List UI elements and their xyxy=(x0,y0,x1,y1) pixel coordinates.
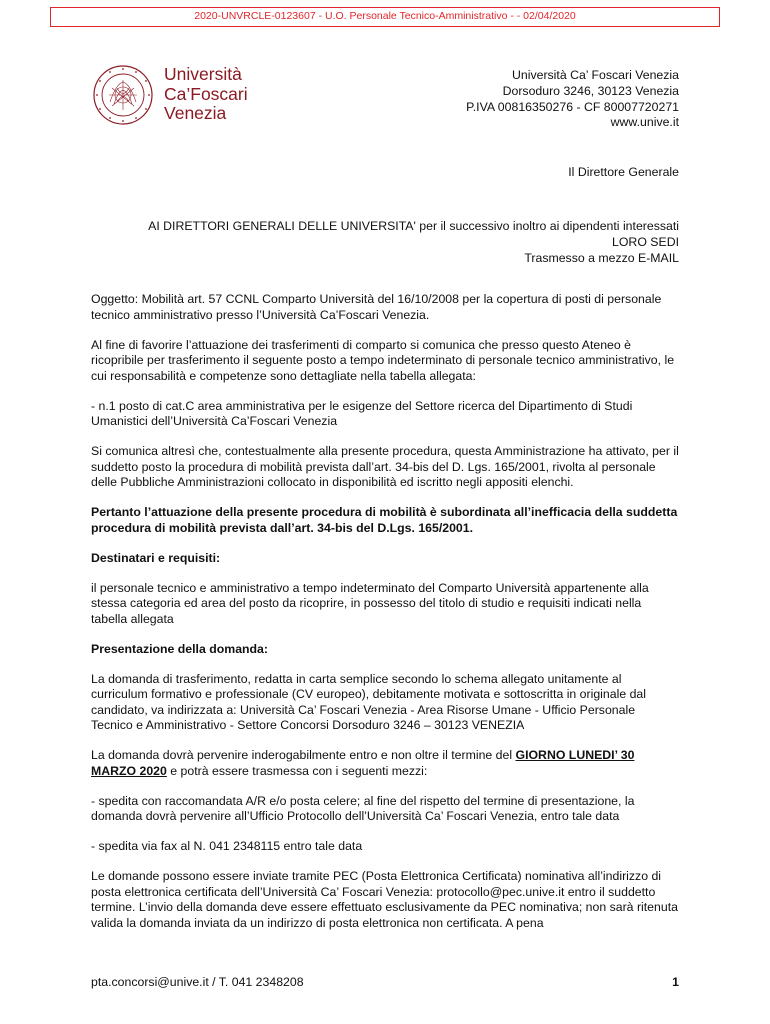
address-line-3: P.IVA 00816350276 - CF 80007720271 xyxy=(466,99,679,114)
paragraph-deadline xyxy=(91,748,679,779)
address-line-2: Dorsoduro 3246, 30123 Venezia xyxy=(502,83,679,98)
letter-body xyxy=(91,292,679,946)
university-name xyxy=(164,65,248,124)
deadline-text-start: La domanda dovrà pervenire inderogabilmente entro e non oltre il termine del xyxy=(91,748,516,762)
footer-contact: pta.concorsi@unive.it / T. 041 2348208 xyxy=(91,975,304,989)
heading-destinatari: Destinatari e requisiti: xyxy=(91,550,221,565)
logo-line-2: Ca’Foscari xyxy=(164,83,248,104)
paragraph-domanda: La domanda di trasferimento, redatta in carta semplice secondo lo schema allegato unitamente al curriculum formativo e professionale (CV europeo), debitamente motivata e sottoscritta in originale dal candidato, va indirizzata a: Università Ca’ Foscari Venezia - Area Risorse Umane - Ufficio Personale Tecnico e Amministrativo - Settore Concorsi Dorsoduro 3246 – 30123 VENEZIA xyxy=(91,671,646,732)
protocol-stamp-text: 2020-UNVRCLE-0123607 - U.O. Personale Tecnico-Amministrativo - - 02/04/2020 xyxy=(194,10,576,22)
recipient-block xyxy=(120,219,679,266)
university-address xyxy=(466,68,679,131)
paragraph-34bis: Si comunica altresì che, contestualmente alla presente procedura, questa Amministrazione ha attivato, per il suddetto posto la procedura di mobilità prevista dall’art. 34-bis del D. Lgs. 165/2001, rivolta al personale delle Pubbliche Amministrazioni collocato in disponibilità ed iscritto negli appositi elenchi. xyxy=(91,444,679,489)
address-line-1: Università Ca’ Foscari Venezia xyxy=(512,68,679,82)
recipient-line-2: LORO SEDI xyxy=(612,234,679,249)
paragraph-pec: Le domande possono essere inviate tramite PEC (Posta Elettronica Certificata) nominativa all’indirizzo di posta elettronica certificata dell’Università Ca’ Foscari Venezia: protocollo@pec.unive.it entro il suddetto termine. L’invio della domanda deve essere effettuato esclusivamente da PEC nominativa; non sarà ritenuta valida la domanda inviata da un indirizzo di posta elettronica non certificata. A pena xyxy=(91,869,678,930)
logo-line-3: Venezia xyxy=(164,103,227,123)
heading-presentazione: Presentazione della domanda: xyxy=(91,641,268,656)
page-number: 1 xyxy=(672,975,679,989)
recipient-line-3: Trasmesso a mezzo E-MAIL xyxy=(524,250,679,265)
subject-paragraph: Oggetto: Mobilità art. 57 CCNL Comparto Università del 16/10/2008 per la copertura di posti di personale tecnico amministrativo presso l’Università Ca’Foscari Venezia. xyxy=(91,292,662,322)
paragraph-intro: Al fine di favorire l’attuazione dei trasferimenti di comparto si comunica che presso questo Ateneo è ricopribile per trasferimento il seguente posto a tempo indeterminato di personale tecnico amministrativo, le cui responsabilità e competenze sono dettagliate nella tabella allegata: xyxy=(91,337,675,383)
website-link[interactable]: www.unive.it xyxy=(610,115,679,130)
protocol-stamp xyxy=(50,7,720,27)
university-seal-icon xyxy=(92,64,154,126)
deadline-date: GIORNO LUNEDI’ 30 MARZO 2020 xyxy=(91,748,635,778)
university-logo xyxy=(92,64,252,126)
sender-title: Il Direttore Generale xyxy=(568,165,679,179)
paragraph-position: - n.1 posto di cat.C area amministrativa per le esigenze del Settore ricerca del Dipartimento di Studi Umanistici dell’Università Ca’Foscari Venezia xyxy=(91,398,633,428)
page-footer xyxy=(91,975,679,989)
paragraph-fax: - spedita via fax al N. 041 2348115 entro tale data xyxy=(91,839,363,853)
paragraph-raccomandata: - spedita con raccomandata A/R e/o posta celere; al fine del rispetto del termine di presentazione, la domanda dovrà pervenire all’Ufficio Protocollo dell’Università Ca’ Foscari Venezia, entro tale data xyxy=(91,793,635,823)
recipient-line-1: AI DIRETTORI GENERALI DELLE UNIVERSITA' per il successivo inoltro ai dipendenti interessati xyxy=(148,219,679,233)
logo-line-1: Università xyxy=(164,64,242,84)
paragraph-subordination: Pertanto l’attuazione della presente procedura di mobilità è subordinata all’inefficacia della suddetta procedura di mobilità prevista dall’art. 34-bis del D.Lgs. 165/2001. xyxy=(91,505,678,535)
deadline-text-end: e potrà essere trasmessa con i seguenti mezzi: xyxy=(166,763,428,778)
paragraph-requisiti: il personale tecnico e amministrativo a tempo indeterminato del Comparto Università appartenente alla stessa categoria ed area del posto da ricoprire, in possesso del titolo di studio e requisiti indicati nella tabella allegata xyxy=(91,580,649,626)
